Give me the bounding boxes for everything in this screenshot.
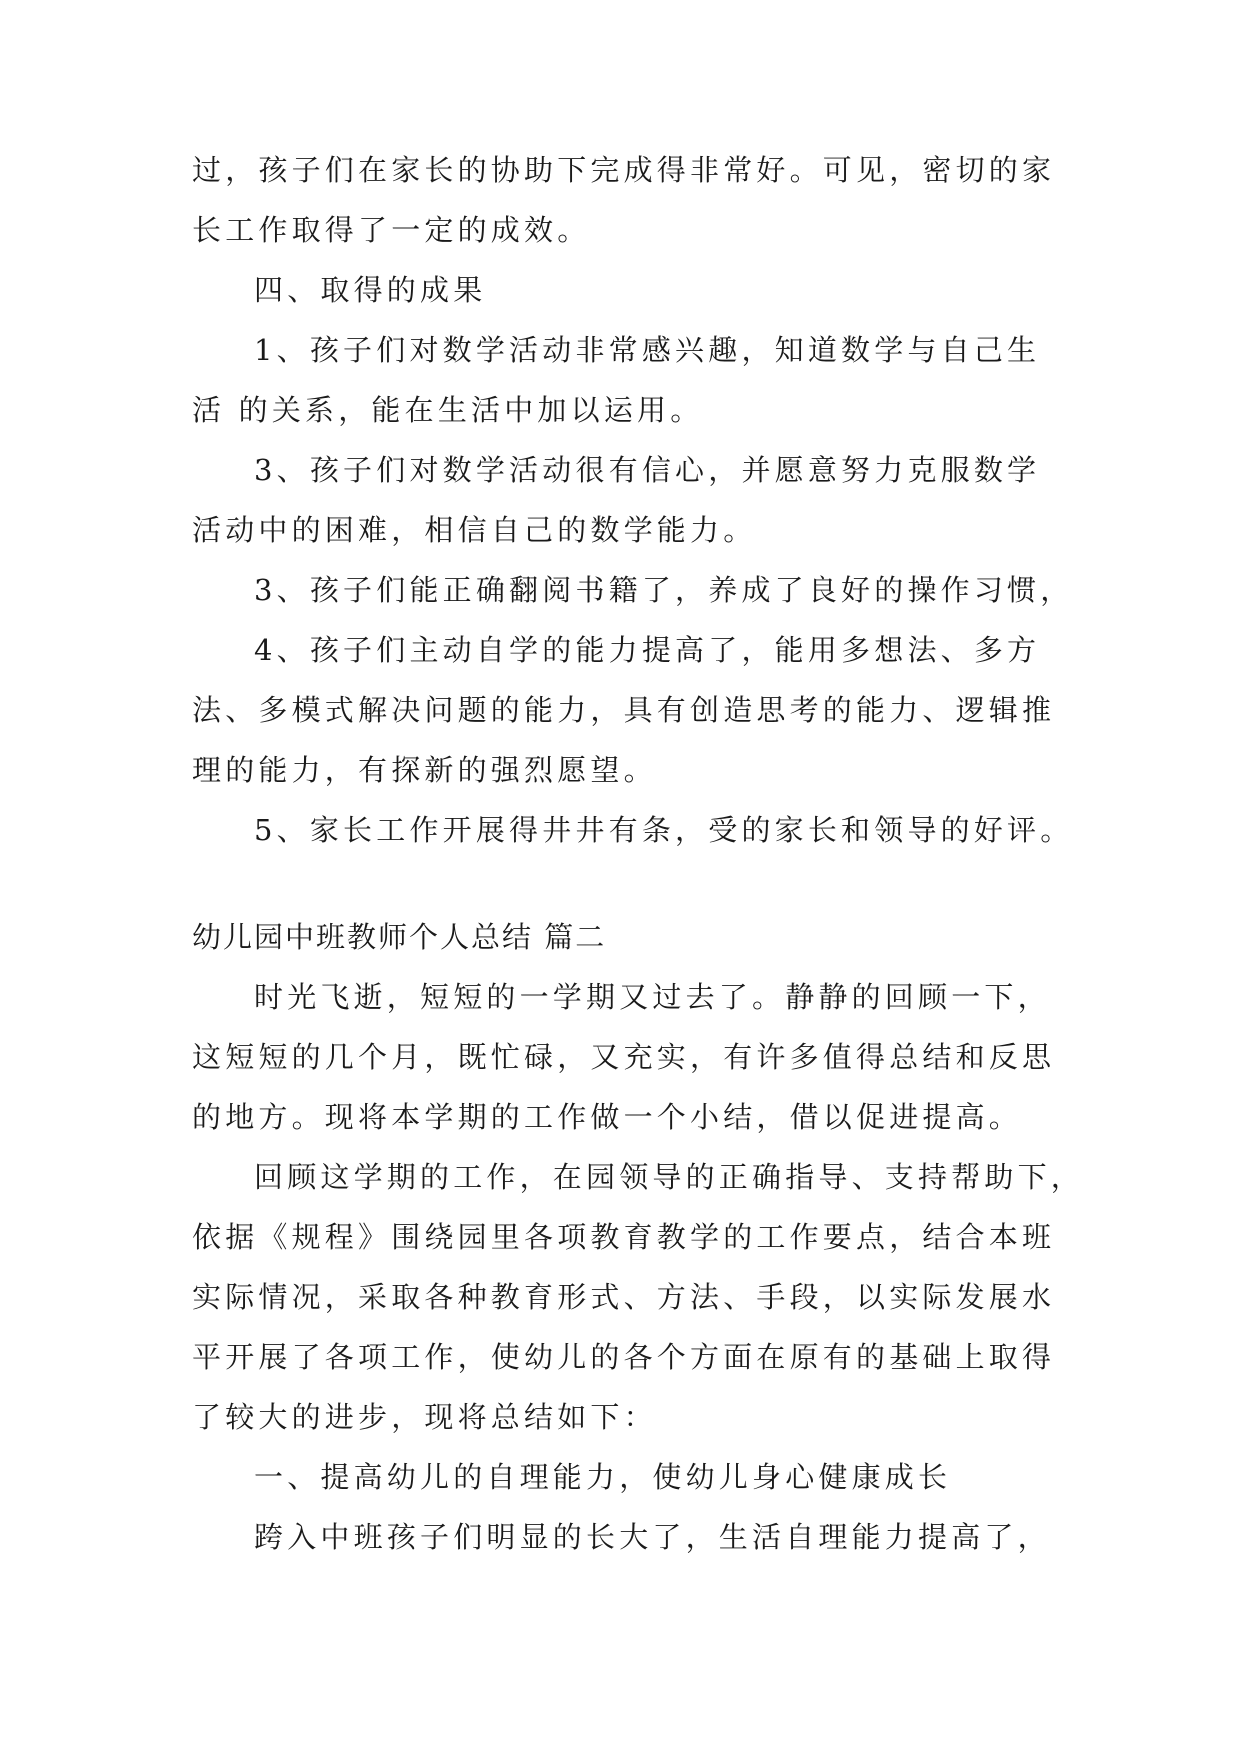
paragraph-line: 依据《规程》围绕园里各项教育教学的工作要点，结合本班 [192,1220,1056,1254]
article-title: 幼儿园中班教师个人总结 篇二 [192,920,607,954]
list-item-line: 5、家长工作开展得井井有条，受的家长和领导的好评。 [254,813,1074,847]
paragraph-line: 平开展了各项工作，使幼儿的各个方面在原有的基础上取得 [192,1340,1056,1374]
paragraph-line: 了较大的进步，现将总结如下： [192,1400,657,1434]
list-item-line: 法、多模式解决问题的能力，具有创造思考的能力、逻辑推 [192,693,1056,727]
section-heading: 一、提高幼儿的自理能力，使幼儿身心健康成长 [254,1460,952,1494]
paragraph-line: 回顾这学期的工作，在园领导的正确指导、支持帮助下， [254,1160,1085,1194]
section-heading: 四、取得的成果 [254,273,487,307]
list-item-line: 3、孩子们对数学活动很有信心，并愿意努力克服数学 [254,453,1041,487]
list-item-line: 1、孩子们对数学活动非常感兴趣，知道数学与自己生 [254,333,1041,367]
list-item-line: 活动中的困难，相信自己的数学能力。 [192,513,757,547]
paragraph-line: 跨入中班孩子们明显的长大了，生活自理能力提高了， [254,1520,1051,1554]
paragraph-line: 时光飞逝，短短的一学期又过去了。静静的回顾一下， [254,980,1051,1014]
list-item-line: 4、孩子们主动自学的能力提高了，能用多想法、多方 [254,633,1041,667]
paragraph-line: 过，孩子们在家长的协助下完成得非常好。可见，密切的家 [192,153,1056,187]
list-item-line: 活 的关系，能在生活中加以运用。 [192,393,704,427]
list-item-line: 3、孩子们能正确翻阅书籍了，养成了良好的操作习惯， [254,573,1074,607]
paragraph-line: 长工作取得了一定的成效。 [192,213,591,247]
paragraph-line: 这短短的几个月，既忙碌，又充实，有许多值得总结和反思 [192,1040,1056,1074]
list-item-line: 理的能力，有探新的强烈愿望。 [192,753,657,787]
paragraph-line: 实际情况，采取各种教育形式、方法、手段，以实际发展水 [192,1280,1056,1314]
paragraph-line: 的地方。现将本学期的工作做一个小结，借以促进提高。 [192,1100,1023,1134]
